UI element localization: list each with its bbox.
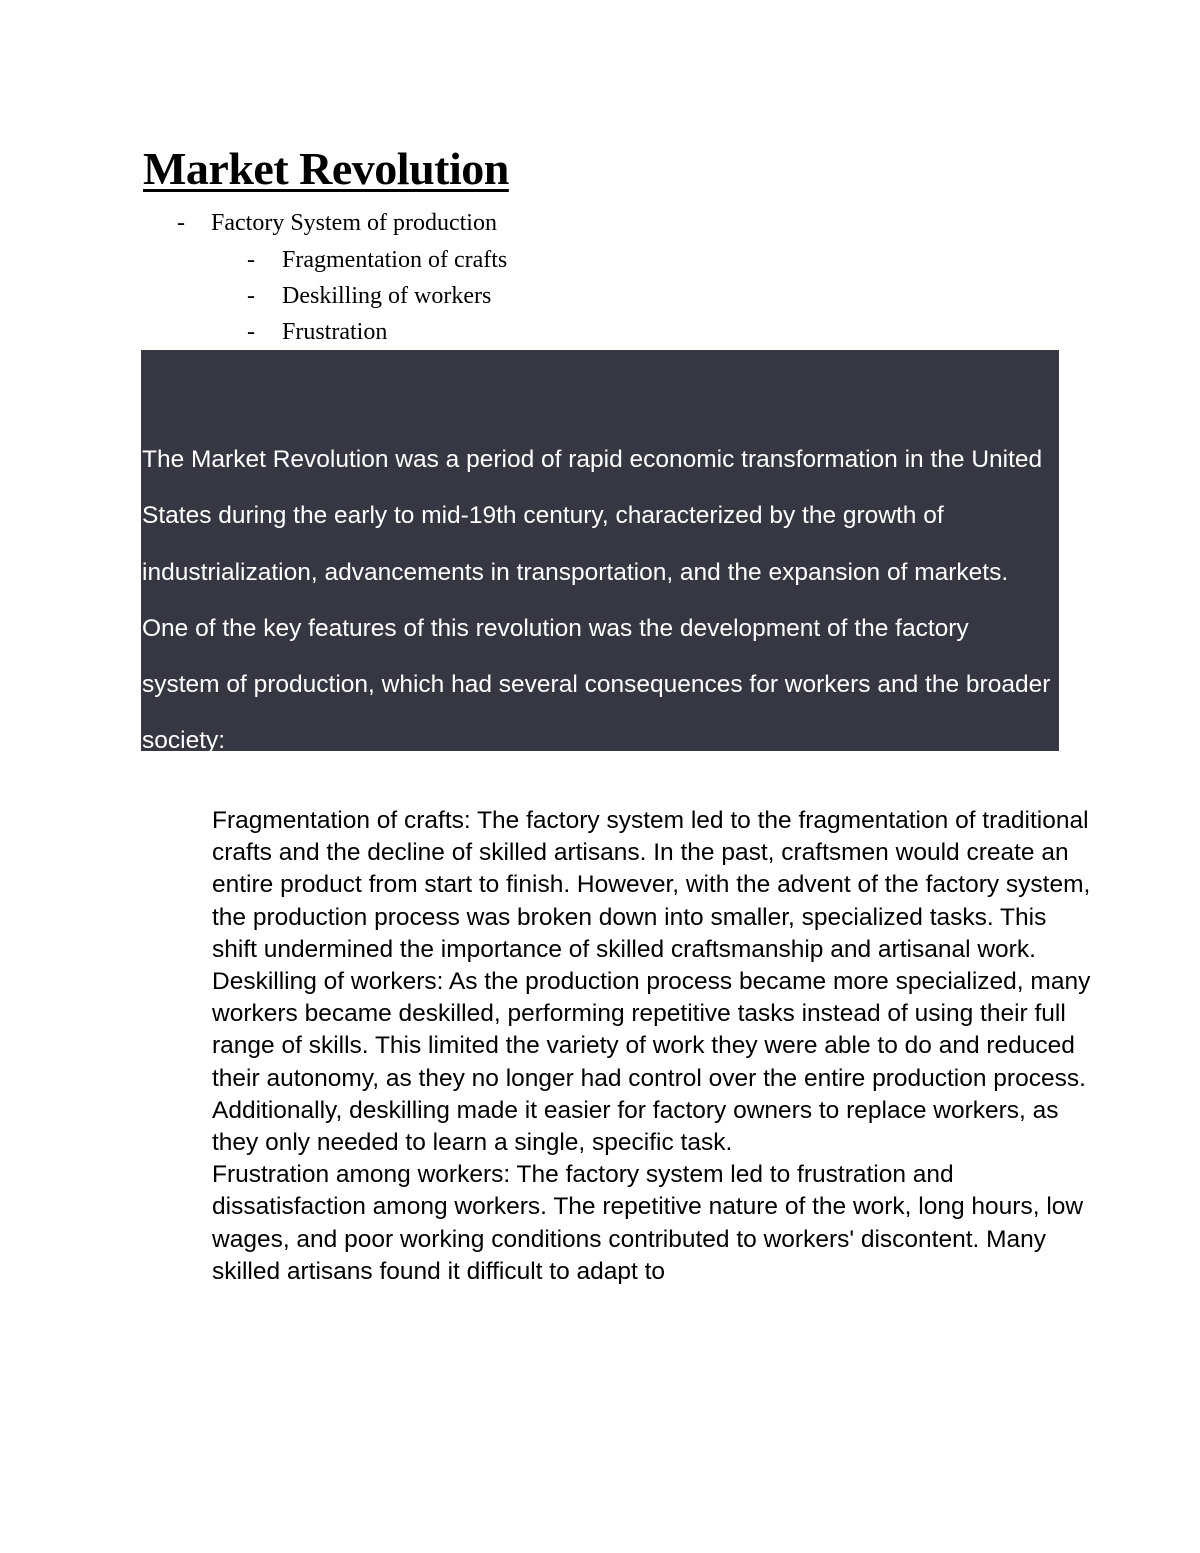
consequence-paragraph-fragmentation: Fragmentation of crafts: The factory system led to the fragmentation of traditional crafts and the decline of skilled artisans. In the past, craftsmen would create an entire product from start to finish. However, with the advent of the factory system, the production process was broken down into smaller, specialized tasks. This shift undermined the importance of skilled craftsmanship and artisanal work. — [212, 807, 1091, 963]
outline-item-label: Fragmentation of crafts — [282, 247, 508, 273]
intro-paragraph: The Market Revolution was a period of rapid economic transformation in the United States during the early to mid-19th century, characterized by the growth of industrialization, advancements in transportation, and the expansion of markets. One of the key features of this revolution was the development of the factory system of production, which had several consequences for workers and the broader society: — [142, 446, 1051, 755]
outline-bullet: - — [247, 247, 255, 273]
outline-bullet: - — [177, 210, 185, 236]
outline-bullet: - — [247, 319, 255, 345]
consequence-list — [212, 805, 1092, 1288]
outline-item-label: Frustration — [282, 319, 388, 345]
document-title: Market Revolution — [143, 143, 509, 194]
outline-item-label: Factory System of production — [211, 210, 497, 236]
consequence-paragraph-frustration: Frustration among workers: The factory system led to frustration and dissatisfaction among workers. The repetitive nature of the work, long hours, low wages, and poor working conditions contributed to workers' discontent. Many skilled artisans found it difficult to adapt to — [212, 1161, 1084, 1285]
outline-item-label: Deskilling of workers — [282, 283, 492, 309]
outline-bullet: - — [247, 283, 255, 309]
consequence-paragraph-deskilling: Deskilling of workers: As the production process became more specialized, many workers became deskilled, performing repetitive tasks instead of using their full range of skills. This limited the variety of work they were able to do and reduced their autonomy, as they no longer had control over the entire production process. Additionally, deskilling made it easier for factory owners to replace workers, as they only needed to learn a single, specific task. — [212, 968, 1091, 1157]
